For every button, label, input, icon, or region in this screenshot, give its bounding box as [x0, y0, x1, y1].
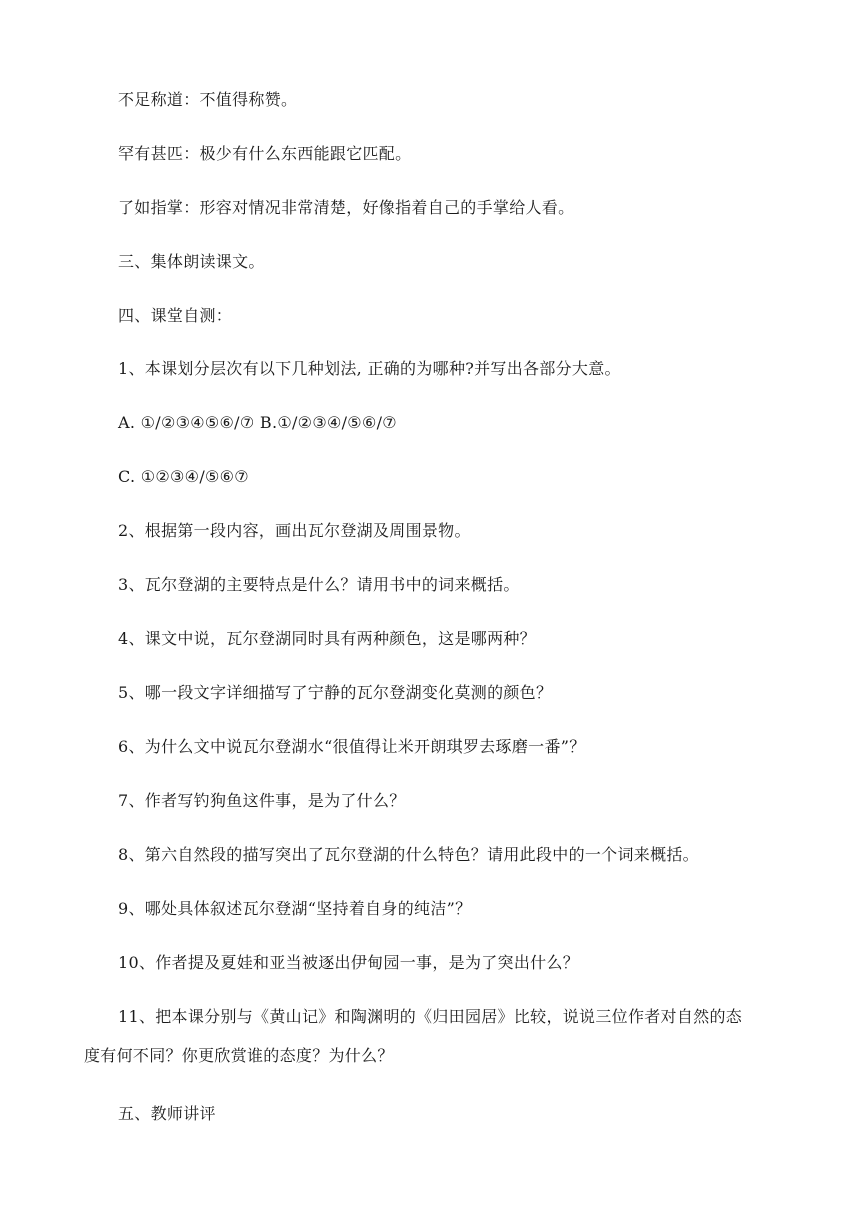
definition-buzuchengdao: 不足称道：不值得称赞。	[118, 90, 298, 109]
question-9: 9、哪处具体叙述瓦尔登湖“坚持着自身的纯洁”？	[118, 899, 472, 918]
question-11	[84, 1006, 784, 1067]
question-1-options-ab: A. ①/②③④⑤⑥/⑦ B.①/②③④/⑤⑥/⑦	[118, 413, 397, 432]
question-8: 8、第六自然段的描写突出了瓦尔登湖的什么特色？请用此段中的一个词来概括。	[118, 845, 699, 864]
question-10: 10、作者提及夏娃和亚当被逐出伊甸园一事，是为了突出什么？	[118, 953, 580, 972]
question-11-line-2: 度有何不同？你更欣赏谁的态度？为什么？	[84, 1046, 394, 1065]
section-heading-five: 五、教师讲评	[118, 1104, 216, 1123]
section-heading-three: 三、集体朗读课文。	[118, 252, 265, 271]
section-heading-four: 四、课堂自测：	[118, 306, 233, 325]
question-1: 1、本课划分层次有以下几种划法, 正确的为哪种?并写出各部分大意。	[118, 359, 621, 378]
definition-hanyoushenpi: 罕有甚匹：极少有什么东西能跟它匹配。	[118, 144, 412, 163]
question-1-option-c: C. ①②③④/⑤⑥⑦	[118, 467, 249, 486]
question-4: 4、课文中说，瓦尔登湖同时具有两种颜色，这是哪两种？	[118, 629, 536, 648]
question-6: 6、为什么文中说瓦尔登湖水“很值得让米开朗琪罗去琢磨一番”？	[118, 737, 586, 756]
question-5: 5、哪一段文字详细描写了宁静的瓦尔登湖变化莫测的颜色？	[118, 683, 553, 702]
question-2: 2、根据第一段内容，画出瓦尔登湖及周围景物。	[118, 521, 471, 540]
question-11-line-1: 11、把本课分别与《黄山记》和陶渊明的《归田园居》比较，说说三位作者对自然的态	[118, 1007, 743, 1026]
definition-liaoruzhizhang: 了如指掌：形容对情况非常清楚，好像指着自己的手掌给人看。	[118, 198, 575, 217]
question-7: 7、作者写钓狗鱼这件事，是为了什么？	[118, 791, 406, 810]
question-3: 3、瓦尔登湖的主要特点是什么？请用书中的词来概括。	[118, 575, 520, 594]
